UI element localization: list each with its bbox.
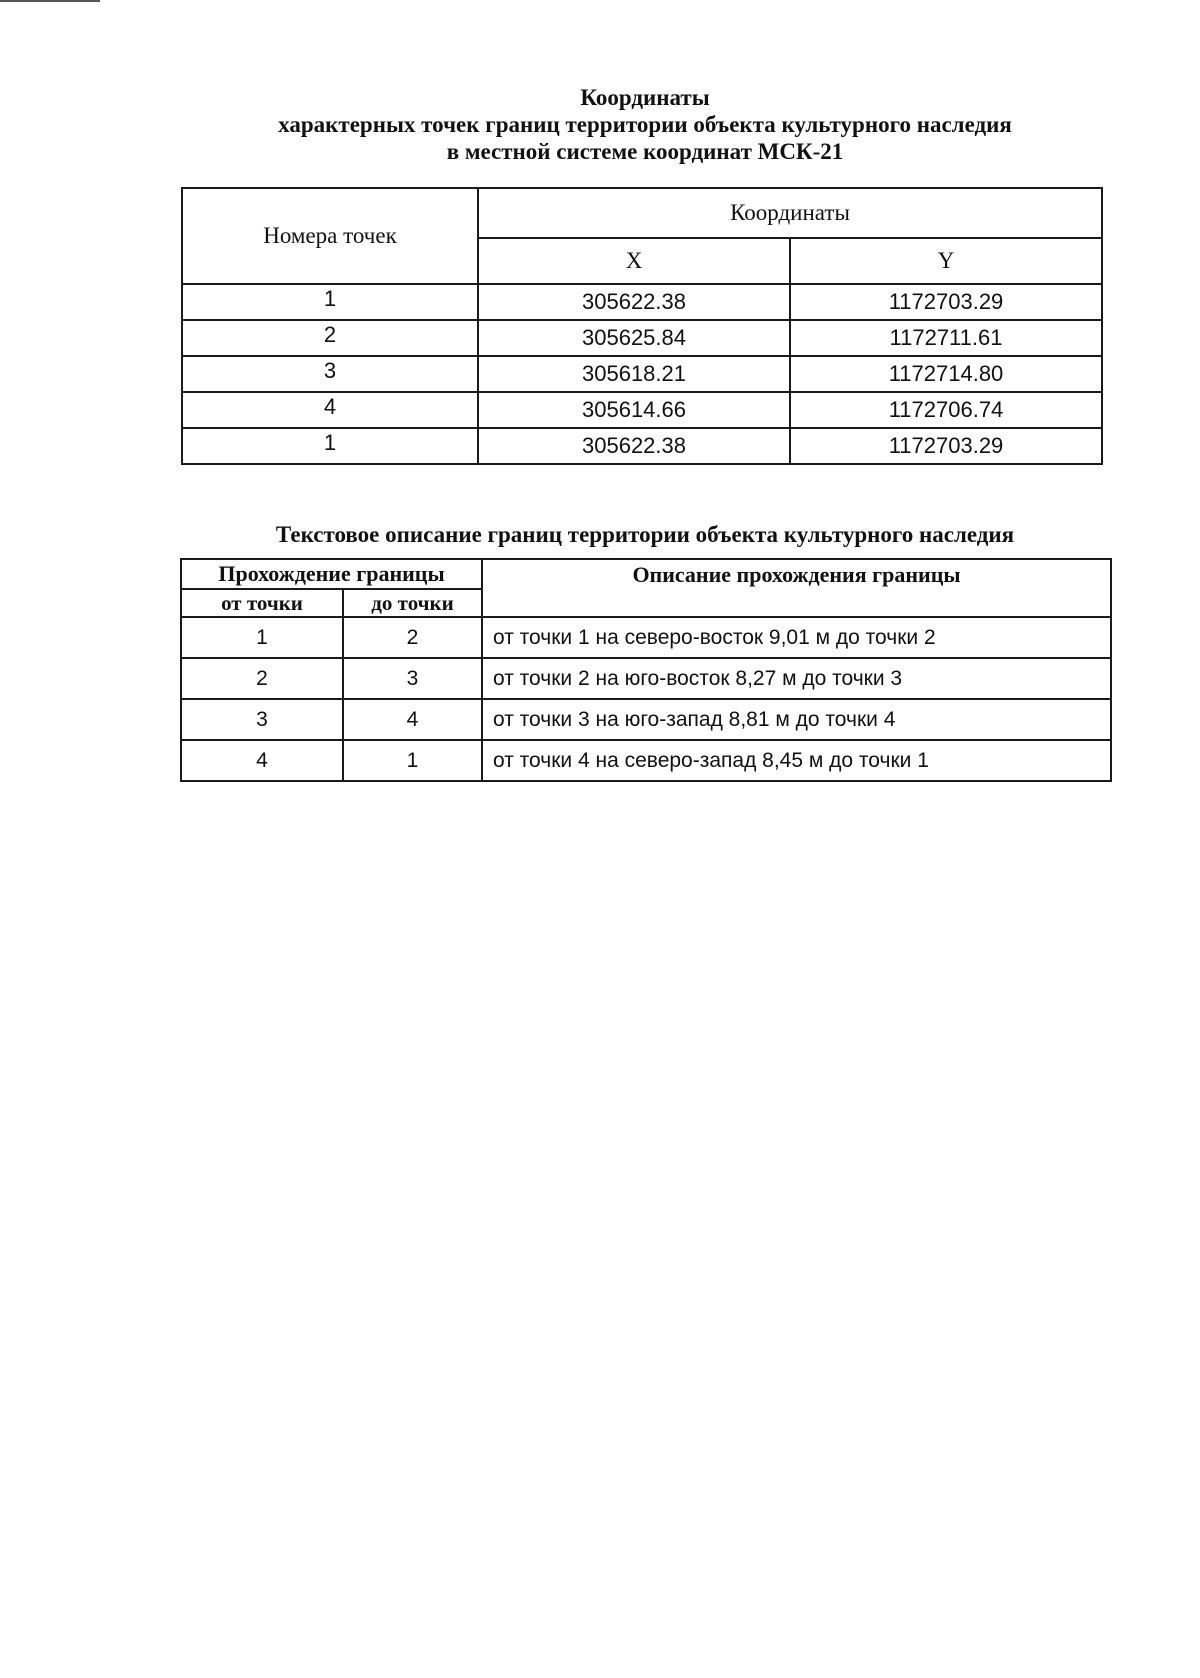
scan-edge-mark — [0, 0, 100, 2]
x-coordinate-cell: 305622.38 — [478, 428, 790, 464]
header-description: Описание прохождения границы — [482, 559, 1111, 617]
header-from-point: от точки — [181, 589, 343, 617]
table-row — [181, 658, 1111, 699]
x-coordinate-cell: 305618.21 — [478, 356, 790, 392]
point-number-cell: 1 — [182, 428, 478, 464]
description-cell: от точки 1 на северо-восток 9,01 м до точки 2 — [482, 617, 1111, 658]
description-cell: от точки 2 на юго-восток 8,27 м до точки 3 — [482, 658, 1111, 699]
x-coordinate-cell: 305622.38 — [478, 284, 790, 320]
point-number-cell: 4 — [182, 392, 478, 428]
header-point-numbers: Номера точек — [182, 188, 478, 284]
description-cell: от точки 4 на северо-запад 8,45 м до точки 1 — [482, 740, 1111, 781]
y-coordinate-cell: 1172714.80 — [790, 356, 1102, 392]
table-row — [182, 284, 1102, 320]
from-point-cell: 3 — [181, 699, 343, 740]
from-point-cell: 4 — [181, 740, 343, 781]
table-row — [182, 356, 1102, 392]
table-row — [181, 699, 1111, 740]
table-row — [181, 740, 1111, 781]
title-line-3: в местной системе координат МСК-21 — [446, 139, 844, 164]
title-line-1: Координаты — [580, 85, 710, 110]
header-boundary-passage: Прохождение границы — [181, 559, 482, 589]
header-y: Y — [790, 238, 1102, 284]
y-coordinate-cell: 1172703.29 — [790, 284, 1102, 320]
table-row — [182, 428, 1102, 464]
to-point-cell: 4 — [343, 699, 482, 740]
point-number-cell: 1 — [182, 284, 478, 320]
table-row — [182, 392, 1102, 428]
title-line-2: характерных точек границ территории объекта культурного наследия — [278, 112, 1012, 137]
description-section-title: Текстовое описание границ территории объекта культурного наследия — [275, 522, 1015, 547]
document-title — [180, 84, 1110, 165]
to-point-cell: 3 — [343, 658, 482, 699]
point-number-cell: 3 — [182, 356, 478, 392]
coordinates-table — [181, 187, 1103, 465]
from-point-cell: 2 — [181, 658, 343, 699]
header-coordinates: Координаты — [478, 188, 1102, 238]
y-coordinate-cell: 1172706.74 — [790, 392, 1102, 428]
to-point-cell: 2 — [343, 617, 482, 658]
header-x: X — [478, 238, 790, 284]
header-to-point: до точки — [343, 589, 482, 617]
y-coordinate-cell: 1172711.61 — [790, 320, 1102, 356]
to-point-cell: 1 — [343, 740, 482, 781]
table-row — [181, 617, 1111, 658]
x-coordinate-cell: 305614.66 — [478, 392, 790, 428]
y-coordinate-cell: 1172703.29 — [790, 428, 1102, 464]
x-coordinate-cell: 305625.84 — [478, 320, 790, 356]
description-cell: от точки 3 на юго-запад 8,81 м до точки 4 — [482, 699, 1111, 740]
from-point-cell: 1 — [181, 617, 343, 658]
boundary-description-table — [180, 558, 1112, 782]
table-row — [182, 320, 1102, 356]
point-number-cell: 2 — [182, 320, 478, 356]
